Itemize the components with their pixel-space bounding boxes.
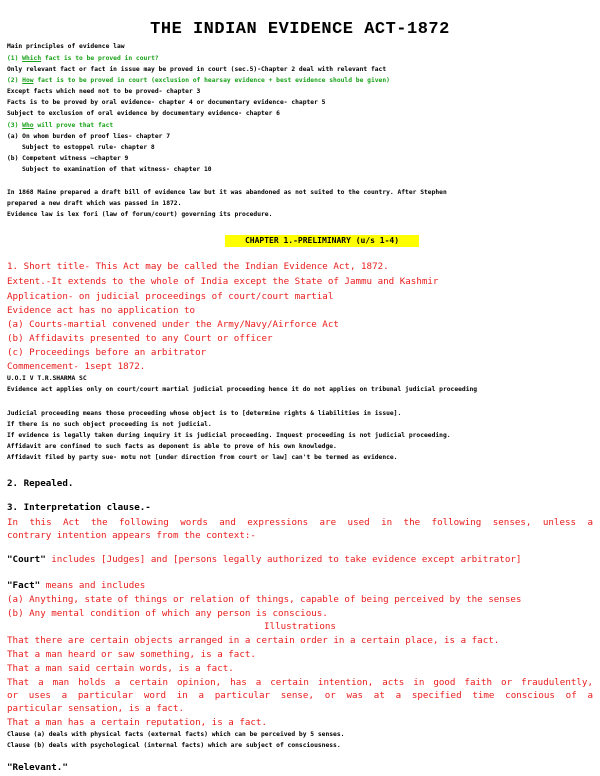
illustration-4b: or uses a particular word in a particular sense, or was at a specified time conscious of a — [7, 690, 593, 701]
question-which: (1) Which fact is to be proved in court? — [7, 55, 159, 62]
judicial-line-1: Judicial proceeding means those proceeding whose object is to [determine rights & liabilities in issue]. — [7, 410, 402, 417]
fact-definition: "Fact" means and includes — [7, 580, 146, 591]
competent-witness-line: (b) Competent witness –chapter 9 — [7, 155, 129, 162]
except-facts-line: Except facts which need not to be proved- chapter 3 — [7, 88, 201, 95]
sec3-intro-2: contrary intention appears from the context:- — [7, 530, 256, 541]
case-citation: U.O.I V T.R.SHARMA SC — [7, 375, 87, 382]
fact-clause-a: (a) Anything, state of things or relation of things, capable of being perceived by the senses — [7, 594, 522, 605]
sec1-item-b: (b) Affidavits presented to any Court or officer — [7, 333, 273, 344]
sec2-heading: 2. Repealed. — [7, 478, 74, 489]
history-line-2: prepared a new draft which was passed in 1872. — [7, 200, 182, 207]
illustration-4c: particular sensation, is a fact. — [7, 703, 185, 714]
question-who: (3) Who will prove that fact — [7, 122, 114, 129]
question-how: (2) How fact is to be proved in court (exclusion of hearsay evidence + best evidence should be given) — [7, 77, 390, 84]
sec3-heading: 3. Interpretation clause.- — [7, 502, 151, 513]
illustration-1: That there are certain objects arranged in a certain order in a certain place, is a fact. — [7, 635, 500, 646]
clause-a-note: Clause (a) deals with physical facts (external facts) which can be perceived by 5 senses. — [7, 731, 345, 738]
sec1-no-application: Evidence act has no application to — [7, 305, 196, 316]
judicial-line-3: If evidence is legally taken during inquiry it is judicial proceeding. Inquest proceeding is not judicial proceeding. — [7, 432, 451, 439]
burden-of-proof-line: (a) On whom burden of proof lies- chapter 7 — [7, 133, 171, 140]
sec1-item-c: (c) Proceedings before an arbitrator — [7, 347, 207, 358]
history-line-1: In 1868 Maine prepared a draft bill of evidence law but it was abandoned as not suited to the country. After Stephen — [7, 189, 447, 196]
tribunal-note: Evidence act applies only on court/court martial judicial proceeding hence it do not applies on tribunal judicial proceeding — [7, 386, 478, 393]
illustrations-heading: Illustrations — [264, 621, 336, 632]
illustration-2: That a man heard or saw something, is a fact. — [7, 649, 256, 660]
lex-fori-line: Evidence law is lex fori (law of forum/court) governing its procedure. — [7, 211, 273, 218]
principles-heading: Main principles of evidence law — [7, 43, 125, 50]
illustration-3: That a man said certain words, is a fact. — [7, 663, 234, 674]
court-definition: "Court" includes [Judges] and [persons legally authorized to take evidence except arbitrator] — [7, 554, 522, 565]
document-title: THE INDIAN EVIDENCE ACT-1872 — [150, 20, 450, 39]
exclusion-line: Subject to exclusion of oral evidence by documentary evidence- chapter 6 — [7, 110, 280, 117]
illustration-5: That a man has a certain reputation, is a fact. — [7, 717, 267, 728]
chapter-heading: CHAPTER 1.-PRELIMINARY (u/s 1-4) — [225, 235, 419, 247]
fact-clause-b: (b) Any mental condition of which any person is conscious. — [7, 608, 328, 619]
judicial-line-5: Affidavit filed by party sue- motu not [under direction from court or law] can't be termed as evidence. — [7, 454, 398, 461]
sec1-item-a: (a) Courts-martial convened under the Army/Navy/Airforce Act — [7, 319, 339, 330]
relevant-heading: "Relevant." — [7, 762, 68, 773]
oral-evidence-line: Facts is to be proved by oral evidence- chapter 4 or documentary evidence- chapter 5 — [7, 99, 326, 106]
illustration-4a: That a man holds a certain opinion, has a certain intention, acts in good faith or fraudulently, — [7, 677, 593, 688]
relevant-fact-line: Only relevant fact or fact in issue may be proved in court (sec.5)-Chapter 2 deal with relevant fact — [7, 66, 387, 73]
sec3-intro-1: In this Act the following words and expressions are used in the following senses, unless a — [7, 517, 593, 528]
examination-line: Subject to examination of that witness- chapter 10 — [22, 166, 212, 173]
estoppel-line: Subject to estoppel rule- chapter 8 — [22, 144, 155, 151]
sec1-short-title: 1. Short title- This Act may be called the Indian Evidence Act, 1872. — [7, 261, 389, 272]
sec1-extent: Extent.-It extends to the whole of India except the State of Jammu and Kashmir — [7, 276, 439, 287]
sec1-commencement: Commencement- 1sept 1872. — [7, 361, 146, 372]
judicial-line-2: If there is no such object proceeding is not judicial. — [7, 421, 212, 428]
judicial-line-4: Affidavit are confined to such facts as deponent is able to prove of his own knowledge. — [7, 443, 337, 450]
sec1-application: Application- on judicial proceedings of court/court martial — [7, 291, 334, 302]
clause-b-note: Clause (b) deals with psychological (internal facts) which are subject of consciousness. — [7, 742, 341, 749]
